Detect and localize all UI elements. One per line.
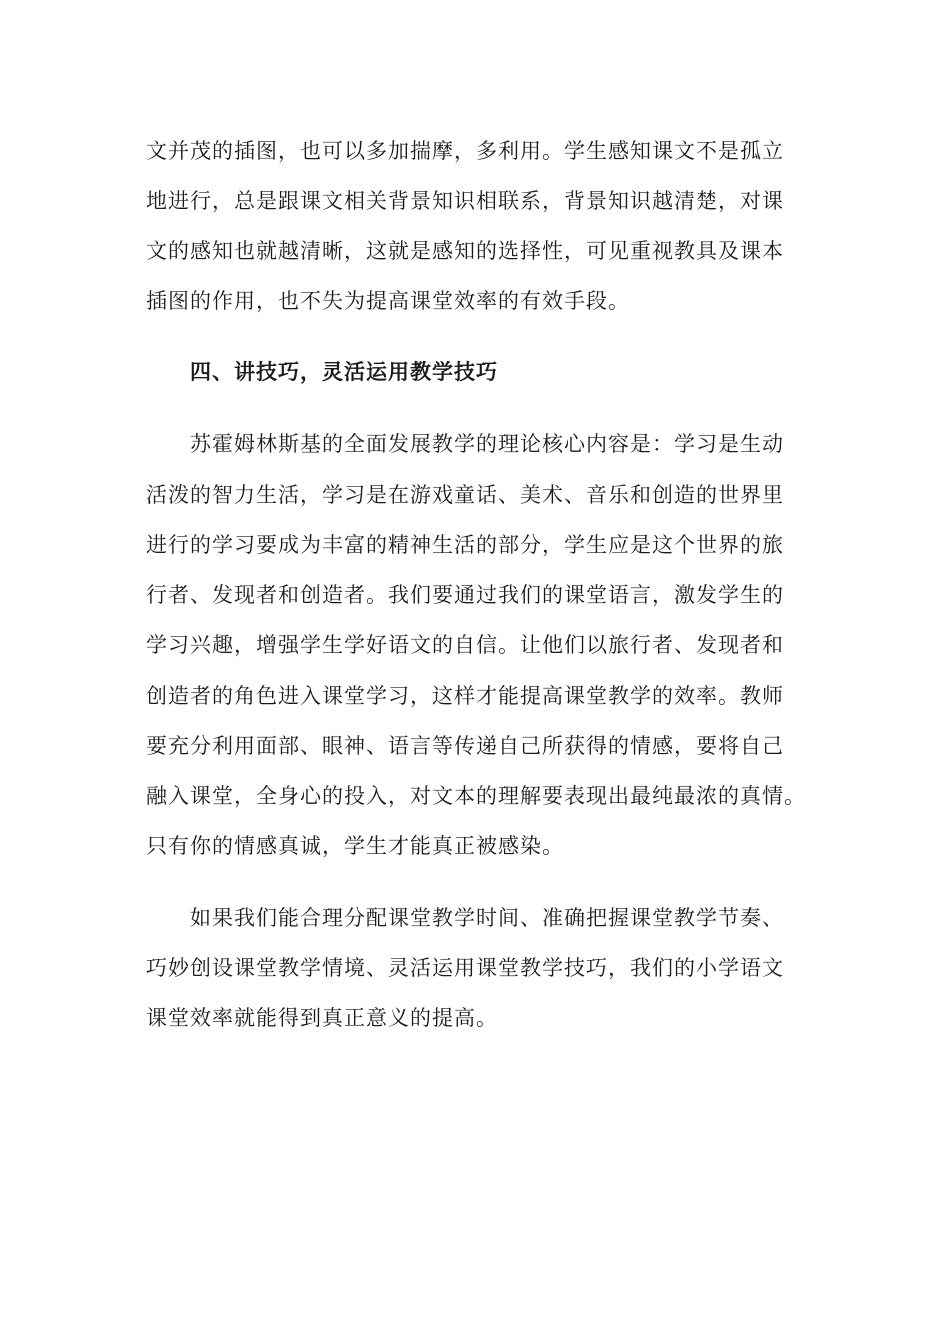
paragraph-2-line-7: 要充分利用面部、眼神、语言等传递自己所获得的情感，要将自己 xyxy=(146,734,784,758)
section-heading: 四、讲技巧，灵活运用教学技巧 xyxy=(190,360,498,384)
paragraph-1-line-2: 地进行，总是跟课文相关背景知识相联系，背景知识越清楚，对课 xyxy=(146,189,784,213)
paragraph-2-line-6: 创造者的角色进入课堂学习，这样才能提高课堂教学的效率。教师 xyxy=(146,684,784,708)
paragraph-3-line-3: 课堂效率就能得到真正意义的提高。 xyxy=(146,1006,498,1030)
paragraph-3-line-2: 巧妙创设课堂教学情境、灵活运用课堂教学技巧，我们的小学语文 xyxy=(146,956,784,980)
paragraph-1-line-1: 文并茂的插图，也可以多加揣摩，多利用。学生感知课文不是孤立 xyxy=(146,139,784,163)
paragraph-1-line-3: 文的感知也就越清晰，这就是感知的选择性，可见重视教具及课本 xyxy=(146,239,784,263)
paragraph-2-line-4: 行者、发现者和创造者。我们要通过我们的课堂语言，激发学生的 xyxy=(146,583,784,607)
paragraph-1-line-4: 插图的作用，也不失为提高课堂效率的有效手段。 xyxy=(146,289,630,313)
paragraph-2-line-1: 苏霍姆林斯基的全面发展教学的理论核心内容是：学习是生动 xyxy=(190,432,784,456)
paragraph-2-line-5: 学习兴趣，增强学生学好语文的自信。让他们以旅行者、发现者和 xyxy=(146,633,784,657)
paragraph-2-line-9: 只有你的情感真诚，学生才能真正被感染。 xyxy=(146,834,564,858)
paragraph-2-line-8: 融入课堂，全身心的投入，对文本的理解要表现出最纯最浓的真情。 xyxy=(146,784,806,808)
paragraph-2-line-2: 活泼的智力生活，学习是在游戏童话、美术、音乐和创造的世界里 xyxy=(146,483,784,507)
paragraph-2-line-3: 进行的学习要成为丰富的精神生活的部分，学生应是这个世界的旅 xyxy=(146,533,784,557)
paragraph-3-line-1: 如果我们能合理分配课堂教学时间、准确把握课堂教学节奏、 xyxy=(190,906,784,930)
